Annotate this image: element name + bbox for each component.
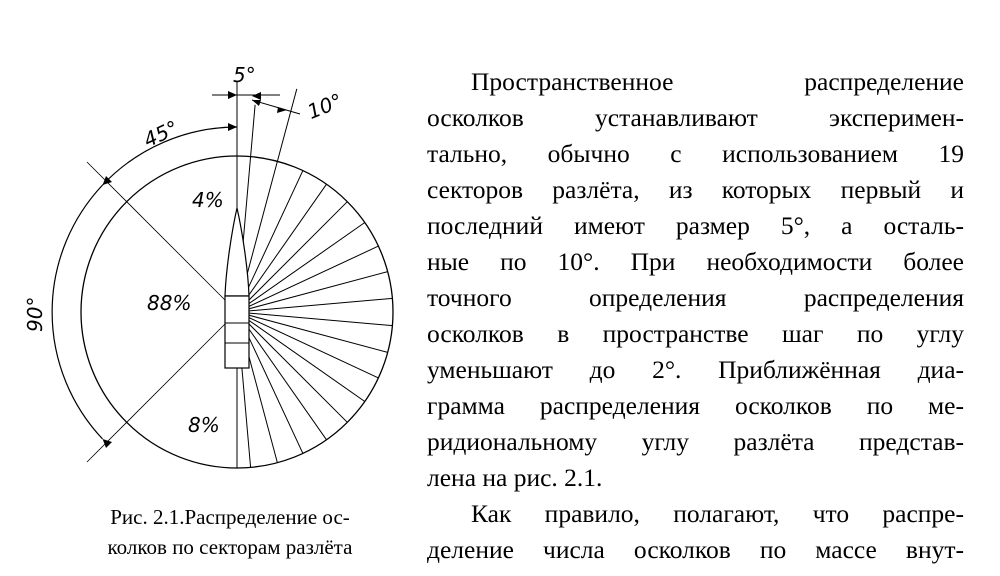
arrow-tip-45-end xyxy=(228,123,237,131)
label-10-degrees: 10° xyxy=(303,88,346,124)
text-line: Как правило, полагают, что распре- xyxy=(471,499,964,528)
reference-line-45 xyxy=(87,162,237,312)
body-text xyxy=(427,64,964,568)
sector-boundary-line xyxy=(237,184,327,312)
arrow-tip-5-left xyxy=(228,91,237,99)
label-45-degrees: 45° xyxy=(139,115,183,153)
arrow-tip-10-right xyxy=(277,107,287,113)
text-line: ные по 10°. При необходимости более xyxy=(427,247,964,276)
text-line: осколков в пространстве шаг по углу xyxy=(427,319,964,348)
sector-boundary-line xyxy=(237,312,388,352)
sector-boundary-line xyxy=(237,298,392,312)
reference-line-135 xyxy=(87,312,237,462)
sector-boundary-line xyxy=(237,312,378,378)
caption-line: Рис. 2.1.Распределение ос- xyxy=(110,505,350,529)
arc-90-degrees xyxy=(52,185,102,439)
text-line: лена на рис. 2.1. xyxy=(427,463,603,492)
text-line: осколков устанавливают эксперимен- xyxy=(427,103,964,132)
caption-line: колков по секторам разлёта xyxy=(107,535,353,559)
sector-boundary-line xyxy=(237,202,347,312)
text-line: точного определения распределения xyxy=(427,283,964,312)
text-line: тально, обычно с использованием 19 xyxy=(427,139,964,168)
label-8-percent: 8% xyxy=(188,413,220,437)
label-5-degrees: 5° xyxy=(233,63,256,87)
figure-caption xyxy=(60,502,400,562)
arrow-tip-5-right xyxy=(252,92,261,100)
sector-diagram xyxy=(0,0,420,500)
dimension-extension-line xyxy=(251,105,256,157)
text-line: секторов разлёта, из которых первый и xyxy=(427,175,964,204)
text-line: ридиональному углу разлёта представ- xyxy=(427,427,964,456)
sector-boundary-line xyxy=(237,312,392,326)
text-line: Пространственное распределение xyxy=(471,67,964,96)
sector-boundary-line xyxy=(237,312,327,440)
label-88-percent: 88% xyxy=(147,291,192,315)
sector-boundary-line xyxy=(237,246,378,312)
arrow-tip-90-bottom xyxy=(103,439,112,448)
text-line: последний имеют размер 5°, а осталь- xyxy=(427,211,964,240)
sector-boundary-line xyxy=(237,223,365,313)
text-line: грамма распределения осколков по ме- xyxy=(427,391,964,420)
sector-diagram-figure xyxy=(0,0,420,576)
text-line: уменьшают до 2°. Приближённая диа- xyxy=(427,355,964,384)
label-4-percent: 4% xyxy=(192,188,224,212)
projectile-body xyxy=(225,296,249,368)
label-90-degrees: 90° xyxy=(23,296,47,332)
dimension-extension-line xyxy=(277,89,296,161)
sector-boundary-line xyxy=(237,312,347,422)
arrow-tip-10-left xyxy=(252,100,261,106)
sector-boundary-line xyxy=(237,272,388,312)
sector-boundary-line xyxy=(237,312,365,402)
text-line: деление числа осколков по массе внут- xyxy=(427,535,964,564)
